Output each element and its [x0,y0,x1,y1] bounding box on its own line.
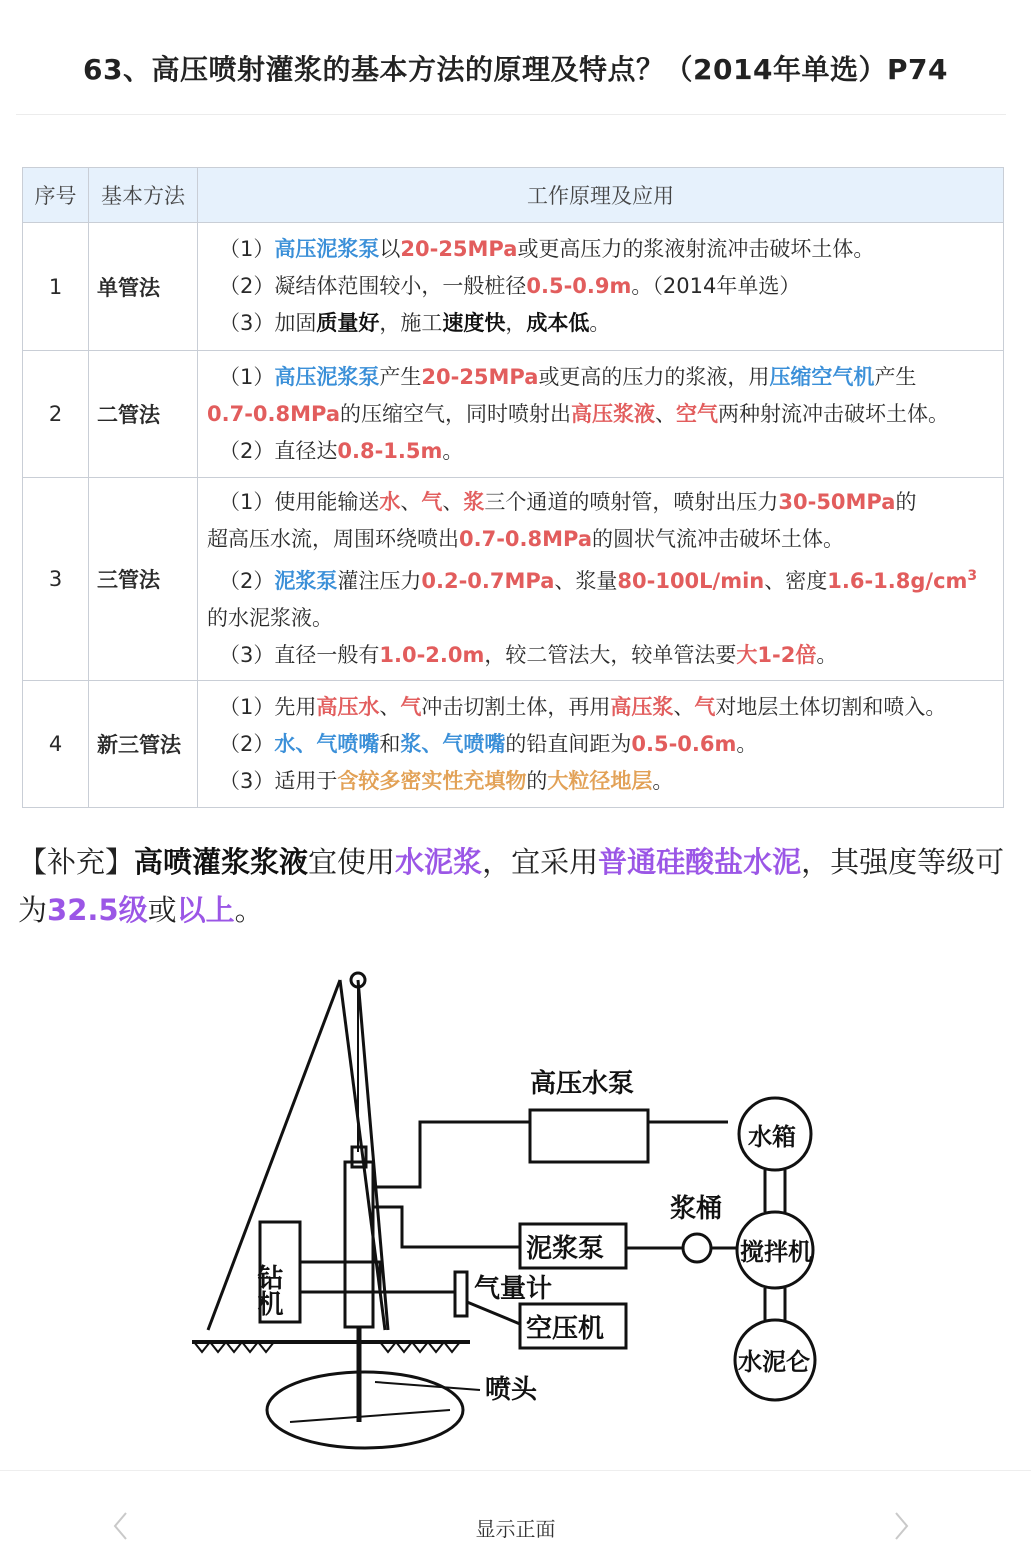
label-mud-pump: 泥浆泵 [526,1234,605,1264]
text-segment: 以 [379,237,401,261]
text-segment: ，较二管法大，较单管法要 [484,643,737,667]
text-segment: 。 [589,311,611,335]
text-segment: 高压浆液 [571,401,656,426]
row-principle [198,223,1004,351]
text-segment: （2） [219,731,275,756]
text-segment: 、浆量 [554,569,618,593]
text-segment: （3）加固 [219,311,317,335]
text-segment: 大粒径地层 [547,768,653,793]
row-method: 二管法 [89,351,198,478]
text-segment: 。 [442,438,464,463]
row-principle [198,351,1004,478]
text-segment: 以上 [176,893,235,927]
principle-line [207,268,993,305]
row-method: 单管法 [89,223,198,351]
text-segment: ， [505,311,527,335]
title-divider [16,114,1006,115]
row-method: 三管法 [89,478,198,681]
text-segment: 【补充】 [18,845,135,879]
label-gauge: 气量计 [474,1274,553,1304]
table-header-row [23,168,1004,223]
text-segment: 两种射流冲击破坏土体。 [718,401,950,426]
principle-line [207,600,993,637]
table-row [23,478,1004,681]
text-segment: （2）凝结体范围较小，一般桩径 [219,274,527,298]
text-segment: 1.0-2.0m [379,643,485,667]
table-row [23,351,1004,478]
text-segment: 产生 [379,364,422,389]
text-segment: 20-25MPa [421,364,539,389]
text-segment: 普通硅酸盐水泥 [598,845,802,879]
text-segment: 、 [379,694,401,719]
text-segment: 高压浆 [610,694,674,719]
rig-frame [300,1262,380,1292]
principle-line [207,359,993,396]
label-mixer: 搅拌机 [740,1237,812,1266]
label-water-tank: 水箱 [748,1122,796,1151]
row-method: 新三管法 [89,681,198,808]
text-segment: （1）先用 [219,694,317,719]
text-segment: 或更高压力的浆液射流冲击破坏土体。 [517,237,875,261]
header-method: 基本方法 [89,168,198,223]
principle-line [207,231,993,268]
show-front-button[interactable]: 显示正面 [475,1517,556,1541]
text-segment: 和 [379,731,401,756]
text-segment: 、 [400,490,422,514]
principle-line [207,521,993,558]
text-segment: 冲击切割土体，再用 [421,694,611,719]
slurry-pipe [373,1207,520,1247]
text-segment: 空气 [676,401,719,426]
label-cement-silo: 水泥仑 [738,1347,810,1376]
jet-stream [290,1410,450,1422]
gauge-box [455,1272,467,1316]
principle-line [207,305,993,342]
grout-body [267,1372,463,1448]
text-segment: 水泥浆 [395,845,483,879]
high-pressure-pump-box [530,1110,648,1162]
text-segment: 对地层土体切割和喷入。 [715,694,947,719]
text-segment: （1） [219,364,275,389]
gauge-compressor-pipe [467,1302,520,1324]
text-segment: 浆、气喷嘴 [400,731,506,756]
text-segment: 泥浆泵 [274,569,338,593]
text-segment: 3 [967,568,978,584]
footer-bar [0,1470,1031,1552]
text-segment: 、 [655,401,677,426]
label-slurry-bucket: 浆桶 [670,1194,723,1224]
text-segment: 水 [379,490,401,514]
text-segment: 高压泥浆泵 [274,364,380,389]
text-segment: （1）使用能输送 [219,490,380,514]
text-segment: 。 [234,893,264,927]
text-segment: 1.6-1.8g/cm [827,569,968,593]
text-segment: 大1-2倍 [736,643,817,667]
principle-line [207,637,993,674]
principle-line [207,689,993,726]
text-segment: 。 [652,768,674,793]
text-segment: 0.7-0.8MPa [207,401,341,426]
text-segment: 三个通道的喷射管，喷射出压力 [484,490,779,514]
text-segment: 灌注压力 [337,569,422,593]
text-segment: 或更高的压力的浆液，用 [538,364,770,389]
text-segment: 、 [673,694,695,719]
text-segment: 宜使用 [308,845,396,879]
text-segment: 速度快 [442,311,506,335]
row-number: 3 [23,478,89,681]
principle-line [207,726,993,763]
text-segment: 气 [421,490,443,514]
jet-grouting-diagram [180,962,860,1470]
text-segment: 超高压水流，周围环绕喷出 [207,527,459,551]
text-segment: 压缩空气机 [769,364,875,389]
text-segment: 0.5-0.9m [526,274,632,298]
method-table [22,167,1004,808]
text-segment: 。 [816,643,838,667]
text-segment: 。（2014年单选） [631,274,801,298]
text-segment: （2） [219,569,275,593]
header-principle: 工作原理及应用 [198,168,1004,223]
text-segment: （2）直径达 [219,438,338,463]
text-segment: 的压缩空气，同时喷射出 [340,401,572,426]
text-segment: 0.2-0.7MPa [421,569,555,593]
text-segment: （1） [219,237,275,261]
text-segment: 80-100L/min [617,569,765,593]
supplement-paragraph [18,838,1013,934]
text-segment: 质量好 [316,311,380,335]
text-segment: 0.7-0.8MPa [459,527,593,551]
principle-line [207,484,993,521]
text-segment: 0.8-1.5m [337,438,443,463]
text-segment: 高喷灌浆浆液 [134,845,309,879]
row-principle [198,681,1004,808]
page-title: 63、高压喷射灌浆的基本方法的原理及特点？（2014年单选）P74 [83,53,948,86]
chevron-right-icon[interactable] [888,1509,914,1543]
text-segment: 浆 [463,490,485,514]
text-segment: 32.5级 [47,893,148,927]
text-segment: 20-25MPa [400,237,518,261]
text-segment: 0.5-0.6m [631,731,737,756]
text-segment: 气 [400,694,422,719]
text-segment: 含较多密实性充填物 [337,768,527,793]
nozzle-leader [375,1382,480,1390]
header-index: 序号 [23,168,89,223]
table-row [23,223,1004,351]
table-row [23,681,1004,808]
principle-line [207,558,993,600]
label-nozzle: 喷头 [485,1375,538,1405]
text-segment: 成本低 [526,311,590,335]
text-segment: 高压水 [316,694,380,719]
text-segment: 产生 [874,364,917,389]
label-high-pressure-pump: 高压水泵 [530,1069,635,1099]
slurry-bucket-circle [683,1234,711,1262]
row-number: 4 [23,681,89,808]
text-segment: ，施工 [379,311,443,335]
text-segment: 气 [694,694,716,719]
row-number: 1 [23,223,89,351]
text-segment: 30-50MPa [778,490,896,514]
text-segment: 的圆状气流冲击破坏土体。 [592,527,845,551]
text-segment: 或 [147,893,177,927]
text-segment: 、 [442,490,464,514]
text-segment: 的水泥浆液。 [207,606,333,630]
text-segment: （3）适用于 [219,768,338,793]
text-segment: ，宜采用 [482,845,599,879]
drill-column [345,1162,373,1327]
text-segment: 的铅直间距为 [505,731,632,756]
principle-line [207,763,993,800]
text-segment: 的 [895,490,917,514]
row-number: 2 [23,351,89,478]
text-segment: （3）直径一般有 [219,643,380,667]
text-segment: ，其强度等级可为 [18,845,1005,927]
text-segment: 。 [736,731,758,756]
label-compressor: 空压机 [526,1314,605,1344]
text-segment: 的 [526,768,548,793]
text-segment: 、密度 [764,569,828,593]
text-segment: 高压泥浆泵 [274,237,380,261]
label-drill-rig: 钻机 [253,1264,283,1316]
text-segment: 水、气喷嘴 [274,731,380,756]
principle-line [207,396,993,433]
water-pipe [373,1122,530,1187]
principle-line [207,433,993,470]
row-principle [198,478,1004,681]
